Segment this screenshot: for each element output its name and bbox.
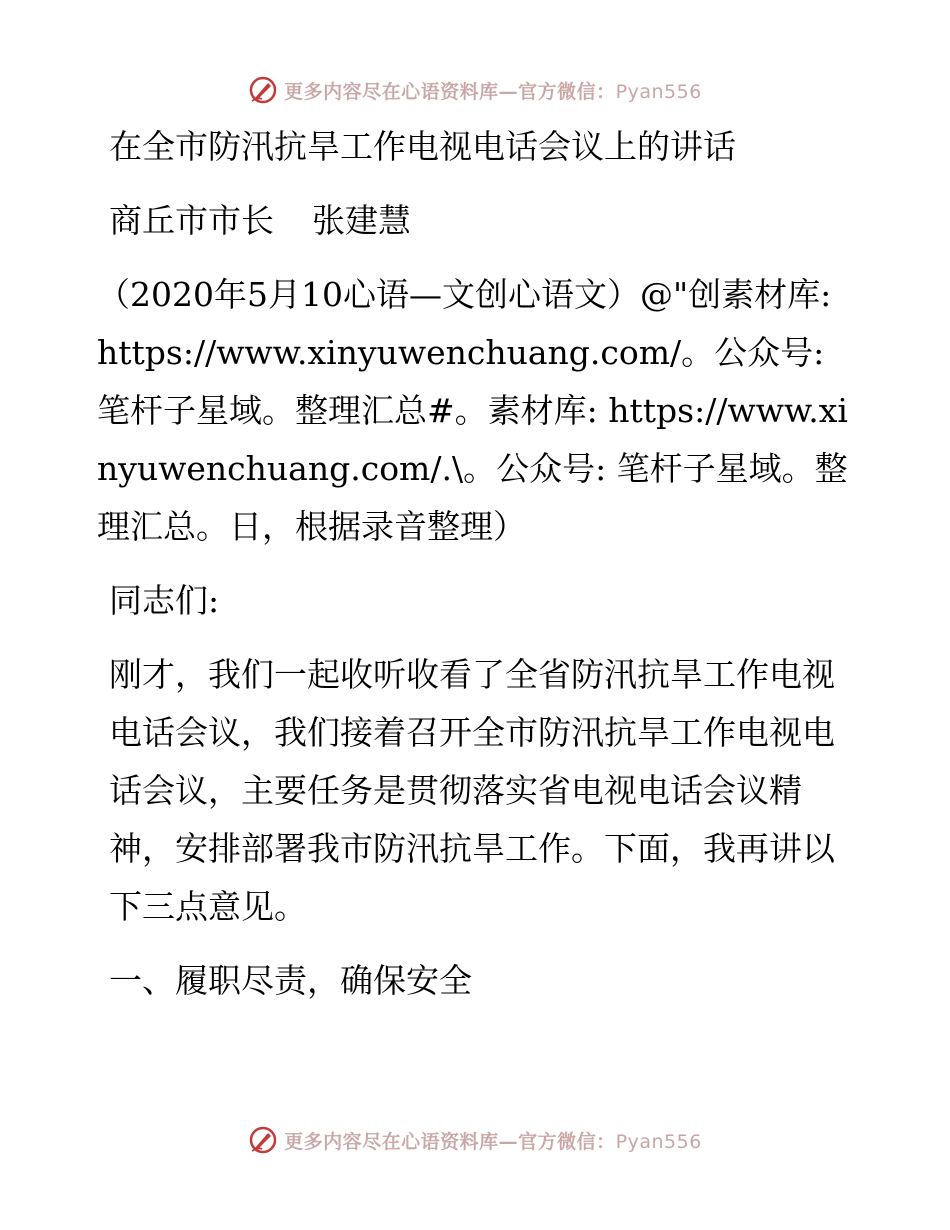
document-title: 在全市防汛抗旱工作电视电话会议上的讲话: [109, 127, 736, 166]
body-paragraph: 刚才，我们一起收听收看了全省防汛抗旱工作电视电话会议，我们接着召开全市防汛抗旱工作电视电话会议，主要任务是贯彻落实省电视电话会议精神，安排部署我市防汛抗旱工作。下面，我再讲以下三点意见。: [109, 655, 835, 926]
red-quill-circle-logo-icon: [248, 75, 278, 105]
author-name: 张建慧: [312, 201, 411, 240]
salutation: 同志们:: [109, 581, 220, 620]
author-line: [97, 192, 857, 250]
document-body: [97, 118, 857, 1026]
header-watermark-banner: [0, 70, 950, 110]
section-heading: 一、履职尽责，确保安全: [109, 961, 472, 1000]
wechat-id: Pyan556: [615, 80, 702, 103]
author-role: 商丘市市长: [109, 201, 274, 240]
date-note-paragraph: （2020年5月10心语—文创心语文）@"创素材库: https://www.xinyuwenchuang.com/。公众号: 笔杆子星域。整理汇总#。素材库: https://www.xinyuwenchuang.com/.\。公众号: 笔杆子星域。整理汇总。日，根据录音整理）: [97, 275, 848, 546]
watermark-text: 更多内容尽在心语资料库—官方微信：Pyan556: [284, 1130, 702, 1153]
red-quill-circle-logo-icon: [248, 1125, 278, 1155]
wechat-id: Pyan556: [615, 1130, 702, 1153]
footer-watermark-banner: [0, 1120, 950, 1160]
watermark-text: 更多内容尽在心语资料库—官方微信：Pyan556: [284, 80, 702, 103]
